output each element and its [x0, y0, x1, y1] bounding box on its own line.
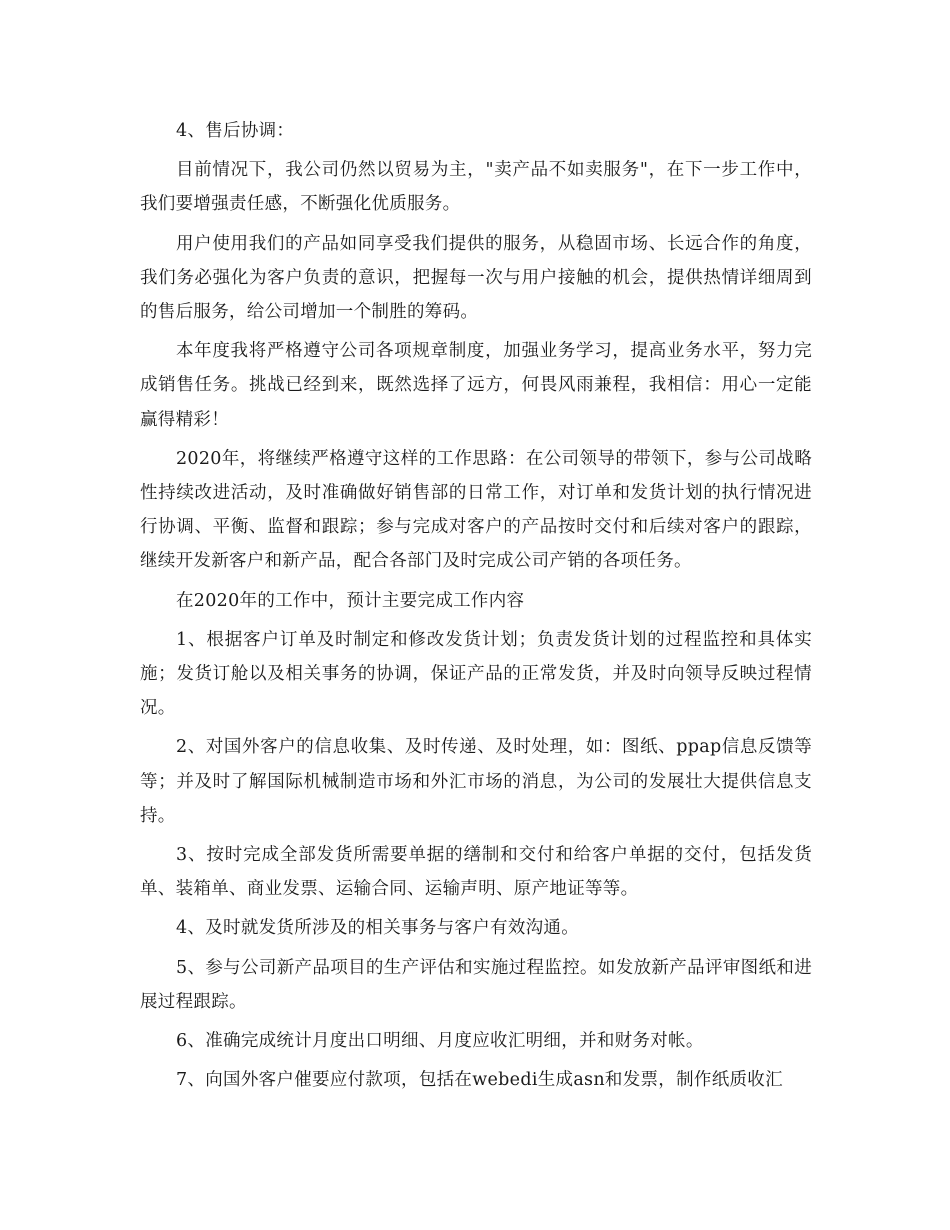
section-heading-after-sales: 4、售后协调：: [176, 121, 295, 141]
paragraph-current-situation: 目前情况下，我公司仍然以贸易为主，"卖产品不如卖服务"，在下一步工作中，我们要增强责任感，不断强化优质服务。: [140, 160, 812, 215]
paragraph-customer-service: 用户使用我们的产品如同享受我们提供的服务，从稳固市场、长远合作的角度，我们务必强化为客户负责的意识，把握每一次与用户接触的机会，提供热情详细周到的售后服务，给公司增加一个制胜的筹码。: [140, 233, 812, 323]
list-item-2: 2、对国外客户的信息收集、及时传递、及时处理，如：图纸、ppap信息反馈等等；并及时了解国际机械制造市场和外汇市场的消息，为公司的发展壮大提供信息支持。: [140, 737, 812, 826]
list-item-6: 6、准确完成统计月度出口明细、月度应收汇明细，并和财务对帐。: [176, 1031, 704, 1052]
list-item-1: 1、根据客户订单及时制定和修改发货计划；负责发货计划的过程监控和具体实施；发货订舱以及相关事务的协调，保证产品的正常发货，并及时向领导反映过程情况。: [140, 629, 812, 719]
paragraph-annual-commitment: 本年度我将严格遵守公司各项规章制度，加强业务学习，提高业务水平，努力完成销售任务。挑战已经到来，既然选择了远方，何畏风雨兼程，我相信：用心一定能赢得精彩！: [140, 341, 812, 430]
paragraph-2020-work-intro: 在2020年的工作中，预计主要完成工作内容: [176, 590, 525, 611]
paragraph-2020-approach: 2020年，将继续严格遵守这样的工作思路：在公司领导的带领下，参与公司战略性持续改进活动，及时准确做好销售部的日常工作，对订单和发货计划的执行情况进行协调、平衡、监督和跟踪；参与完成对客户的产品按时交付和后续对客户的跟踪，继续开发新客户和新产品，配合各部门及时完成公司产销的各项任务。: [140, 448, 812, 572]
list-item-4: 4、及时就发货所涉及的相关事务与客户有效沟通。: [176, 918, 580, 939]
document-body: [140, 114, 812, 1097]
list-item-7: 7、向国外客户催要应付款项，包括在webedi生成asn和发票，制作纸质收汇: [176, 1070, 783, 1091]
list-item-3: 3、按时完成全部发货所需要单据的缮制和交付和给客户单据的交付，包括发货单、装箱单、商业发票、运输合同、运输声明、原产地证等等。: [140, 845, 812, 900]
list-item-5: 5、参与公司新产品项目的生产评估和实施过程监控。如发放新产品评审图纸和进展过程跟踪。: [140, 957, 812, 1012]
